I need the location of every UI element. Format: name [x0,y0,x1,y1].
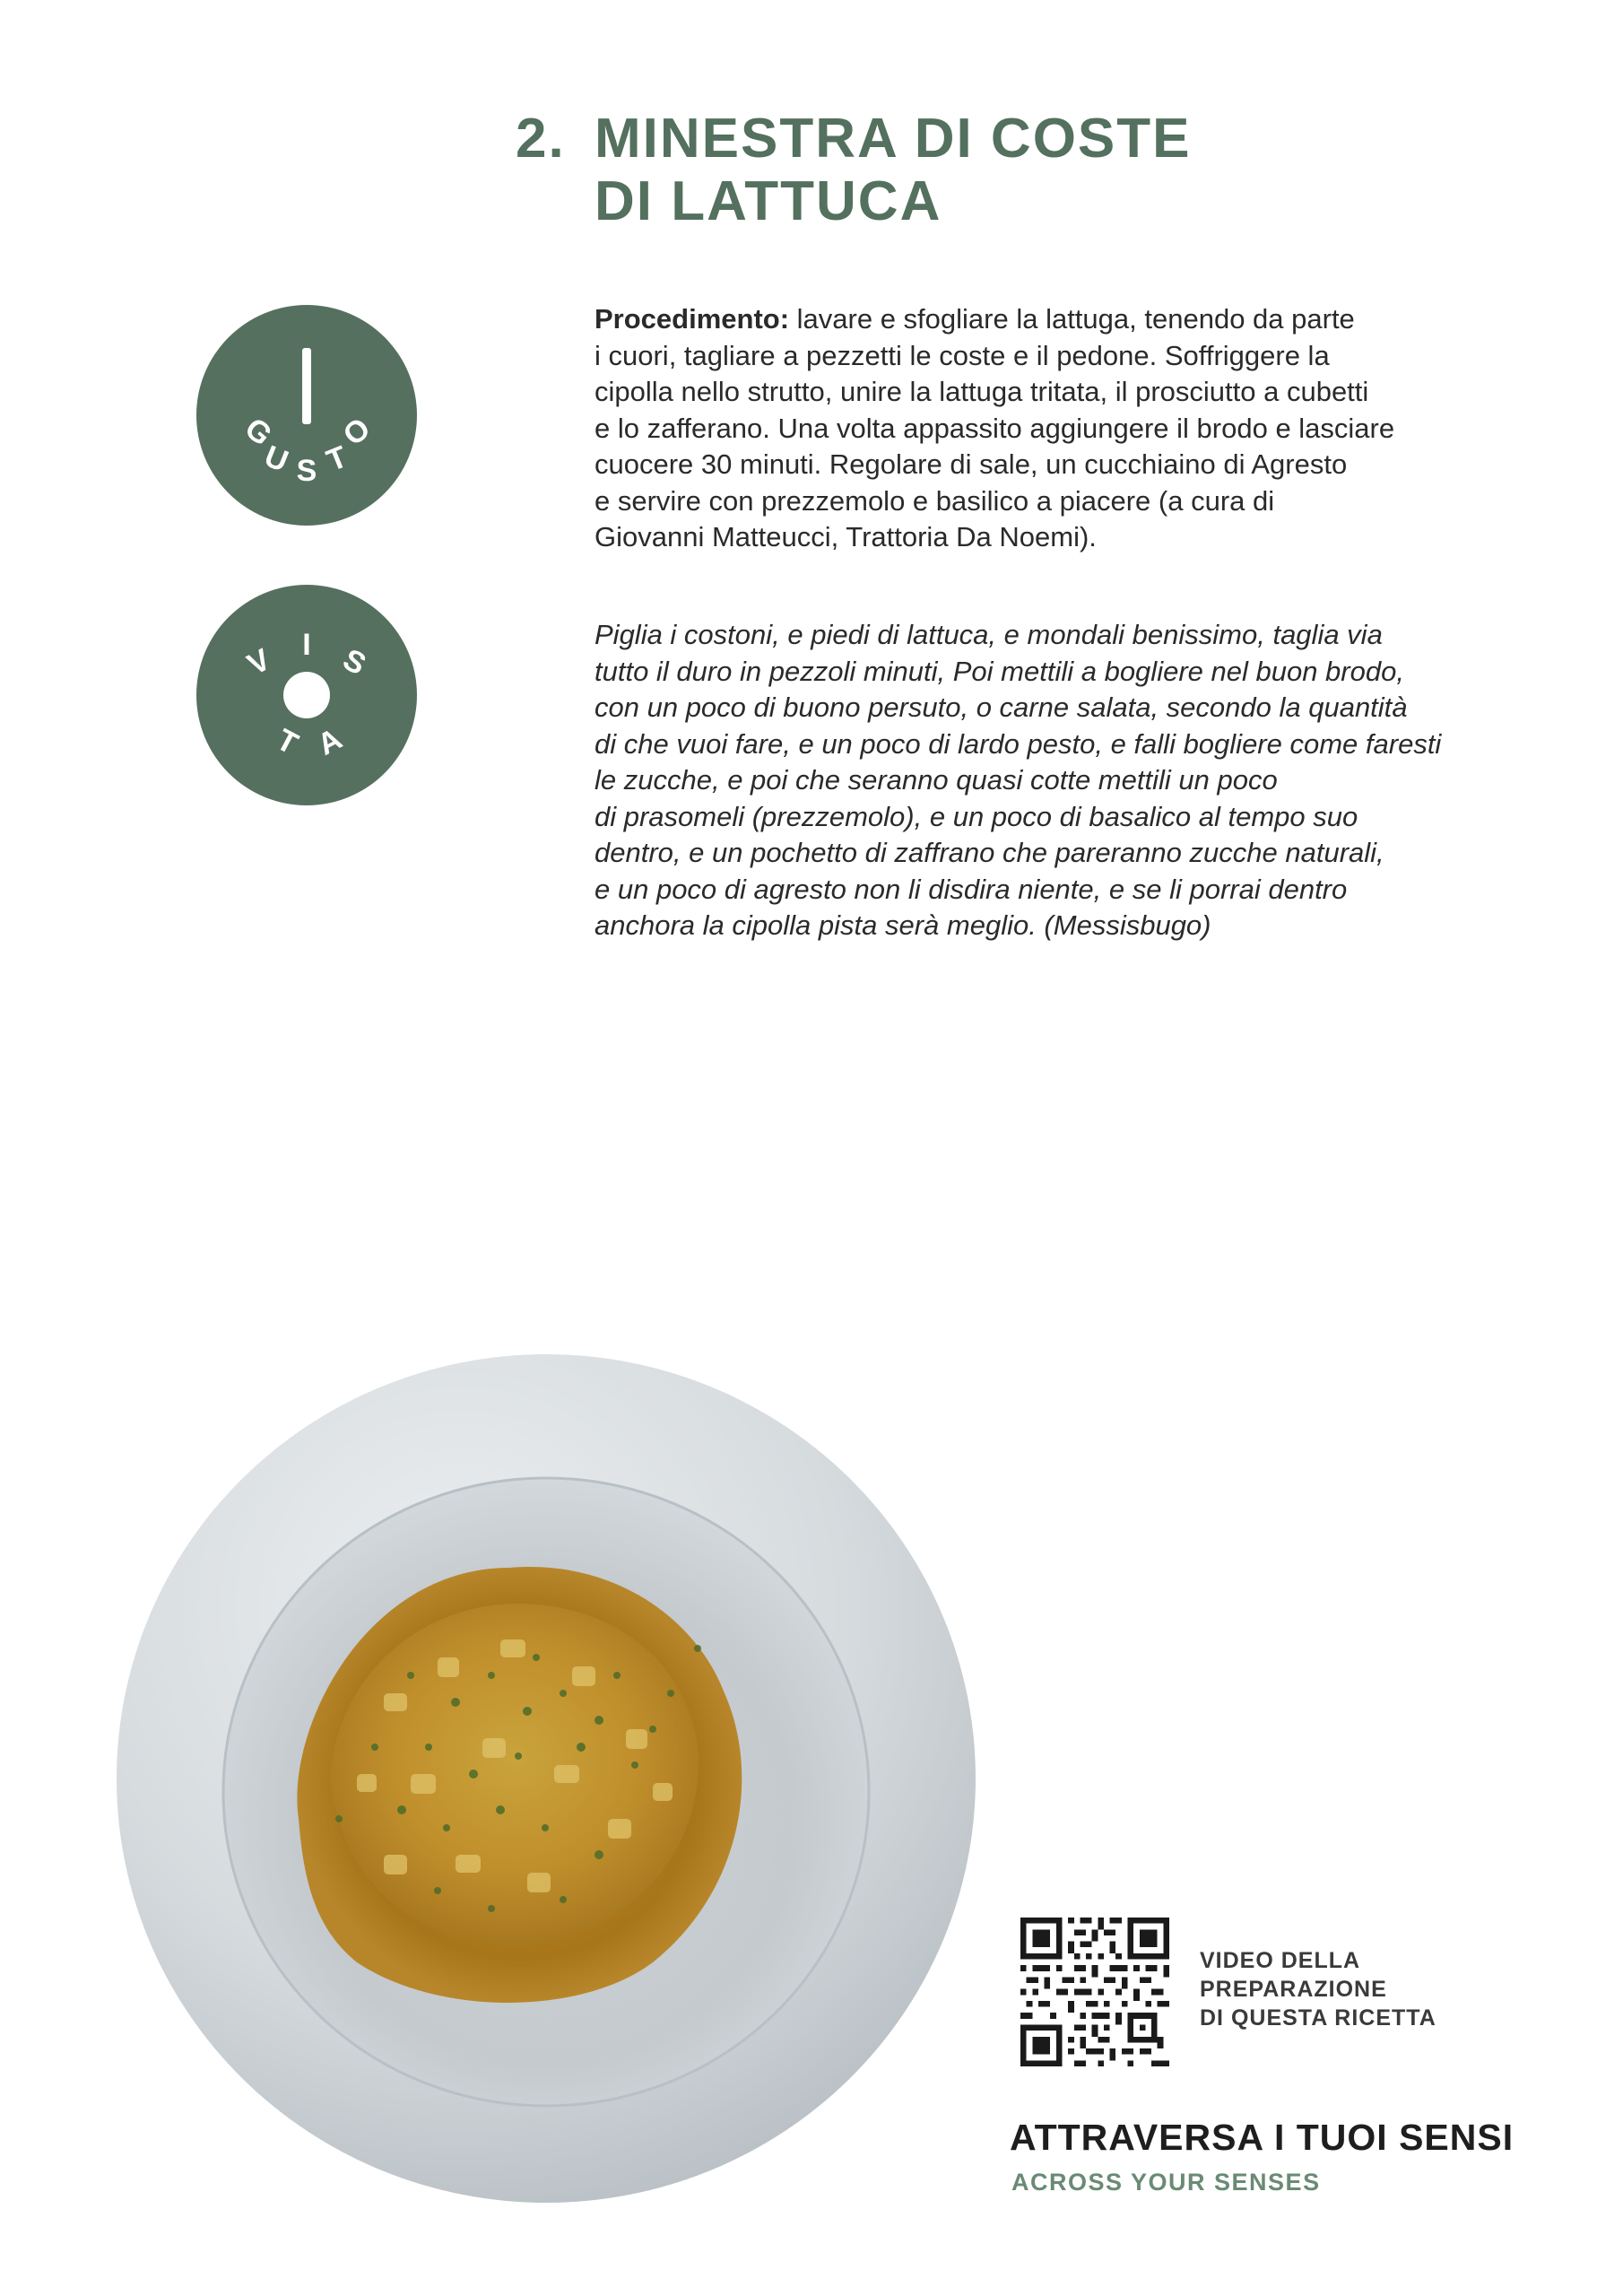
procedure-line: e servire con prezzemolo e basilico a piacere (a cura di [595,484,1275,517]
qr-code[interactable] [1020,1918,1169,2066]
procedure-line: lavare e sfogliare la lattuga, tenendo da parte [789,303,1355,335]
procedure-line: i cuori, tagliare a pezzetti le coste e il pedone. Soffriggere la [595,339,1330,371]
gusto-letter: U [259,439,293,480]
quote-line: di prasomeli (prezzemolo), e un poco di basalico al tempo suo [595,800,1358,832]
procedure-line: cuocere 30 minuti. Regolare di sale, un cucchiaino di Agresto [595,448,1348,480]
vista-badge [196,585,417,805]
recipe-title-line-2: DI LATTUCA [595,170,942,232]
gusto-bar-icon [302,348,311,424]
vista-letter: I [302,628,311,662]
tagline-main: ATTRAVERSA I TUOI SENSI [1010,2117,1515,2158]
dish-photo [115,1352,977,2205]
quote-line: anchora la cipolla pista serà meglio. (Messisbugo) [595,909,1211,941]
recipe-title-line-1: MINESTRA DI COSTE [595,108,1192,170]
procedure-line: Giovanni Matteucci, Trattoria Da Noemi). [595,521,1097,552]
qr-caption-line: VIDEO DELLA [1200,1948,1361,1973]
procedure-line: cipolla nello strutto, unire la lattuga tritata, il prosciutto a cubetti [595,376,1369,407]
historic-quote [595,617,1527,944]
qr-caption [1200,1946,1505,2032]
procedure-label: Procedimento: [595,303,790,335]
vista-letter: A [312,721,348,762]
vista-letter: S [337,642,372,683]
quote-line: e un poco di agresto non li disdira niente, e se li porrai dentro [595,873,1348,905]
vista-letter: T [271,722,304,761]
gusto-badge [196,305,417,526]
quote-line: con un poco di buono persuto, o carne salata, secondo la quantità [595,691,1408,723]
quote-line: le zucche, e poi che seranno quasi cotte mettili un poco [595,764,1278,796]
gusto-letter: S [296,454,317,488]
qr-caption-line: DI QUESTA RICETTA [1200,2005,1436,2031]
procedure-line: e lo zafferano. Una volta appassito aggiungere il brodo e lasciare [595,412,1395,444]
qr-caption-line: PREPARAZIONE [1200,1977,1387,2002]
quote-line: dentro, e un pochetto di zaffrano che pareranno zucche naturali, [595,837,1384,868]
quote-line: Piglia i costoni, e piedi di lattuca, e mondali benissimo, taglia via [595,619,1383,650]
procedure-text [595,301,1527,556]
quote-line: di che vuoi fare, e un poco di lardo pesto, e falli bogliere come faresti [595,727,1442,760]
gusto-letter: T [322,439,352,479]
vista-letter: V [241,642,276,683]
tagline-sub: ACROSS YOUR SENSES [1011,2169,1321,2196]
vista-eye-icon [283,672,330,718]
quote-line: tutto il duro in pezzoli minuti, Poi mettili a bogliere nel buon brodo, [595,655,1404,687]
gusto-letter: G [238,411,279,453]
gusto-letter: O [336,411,378,453]
recipe-number: 2. [516,108,566,170]
